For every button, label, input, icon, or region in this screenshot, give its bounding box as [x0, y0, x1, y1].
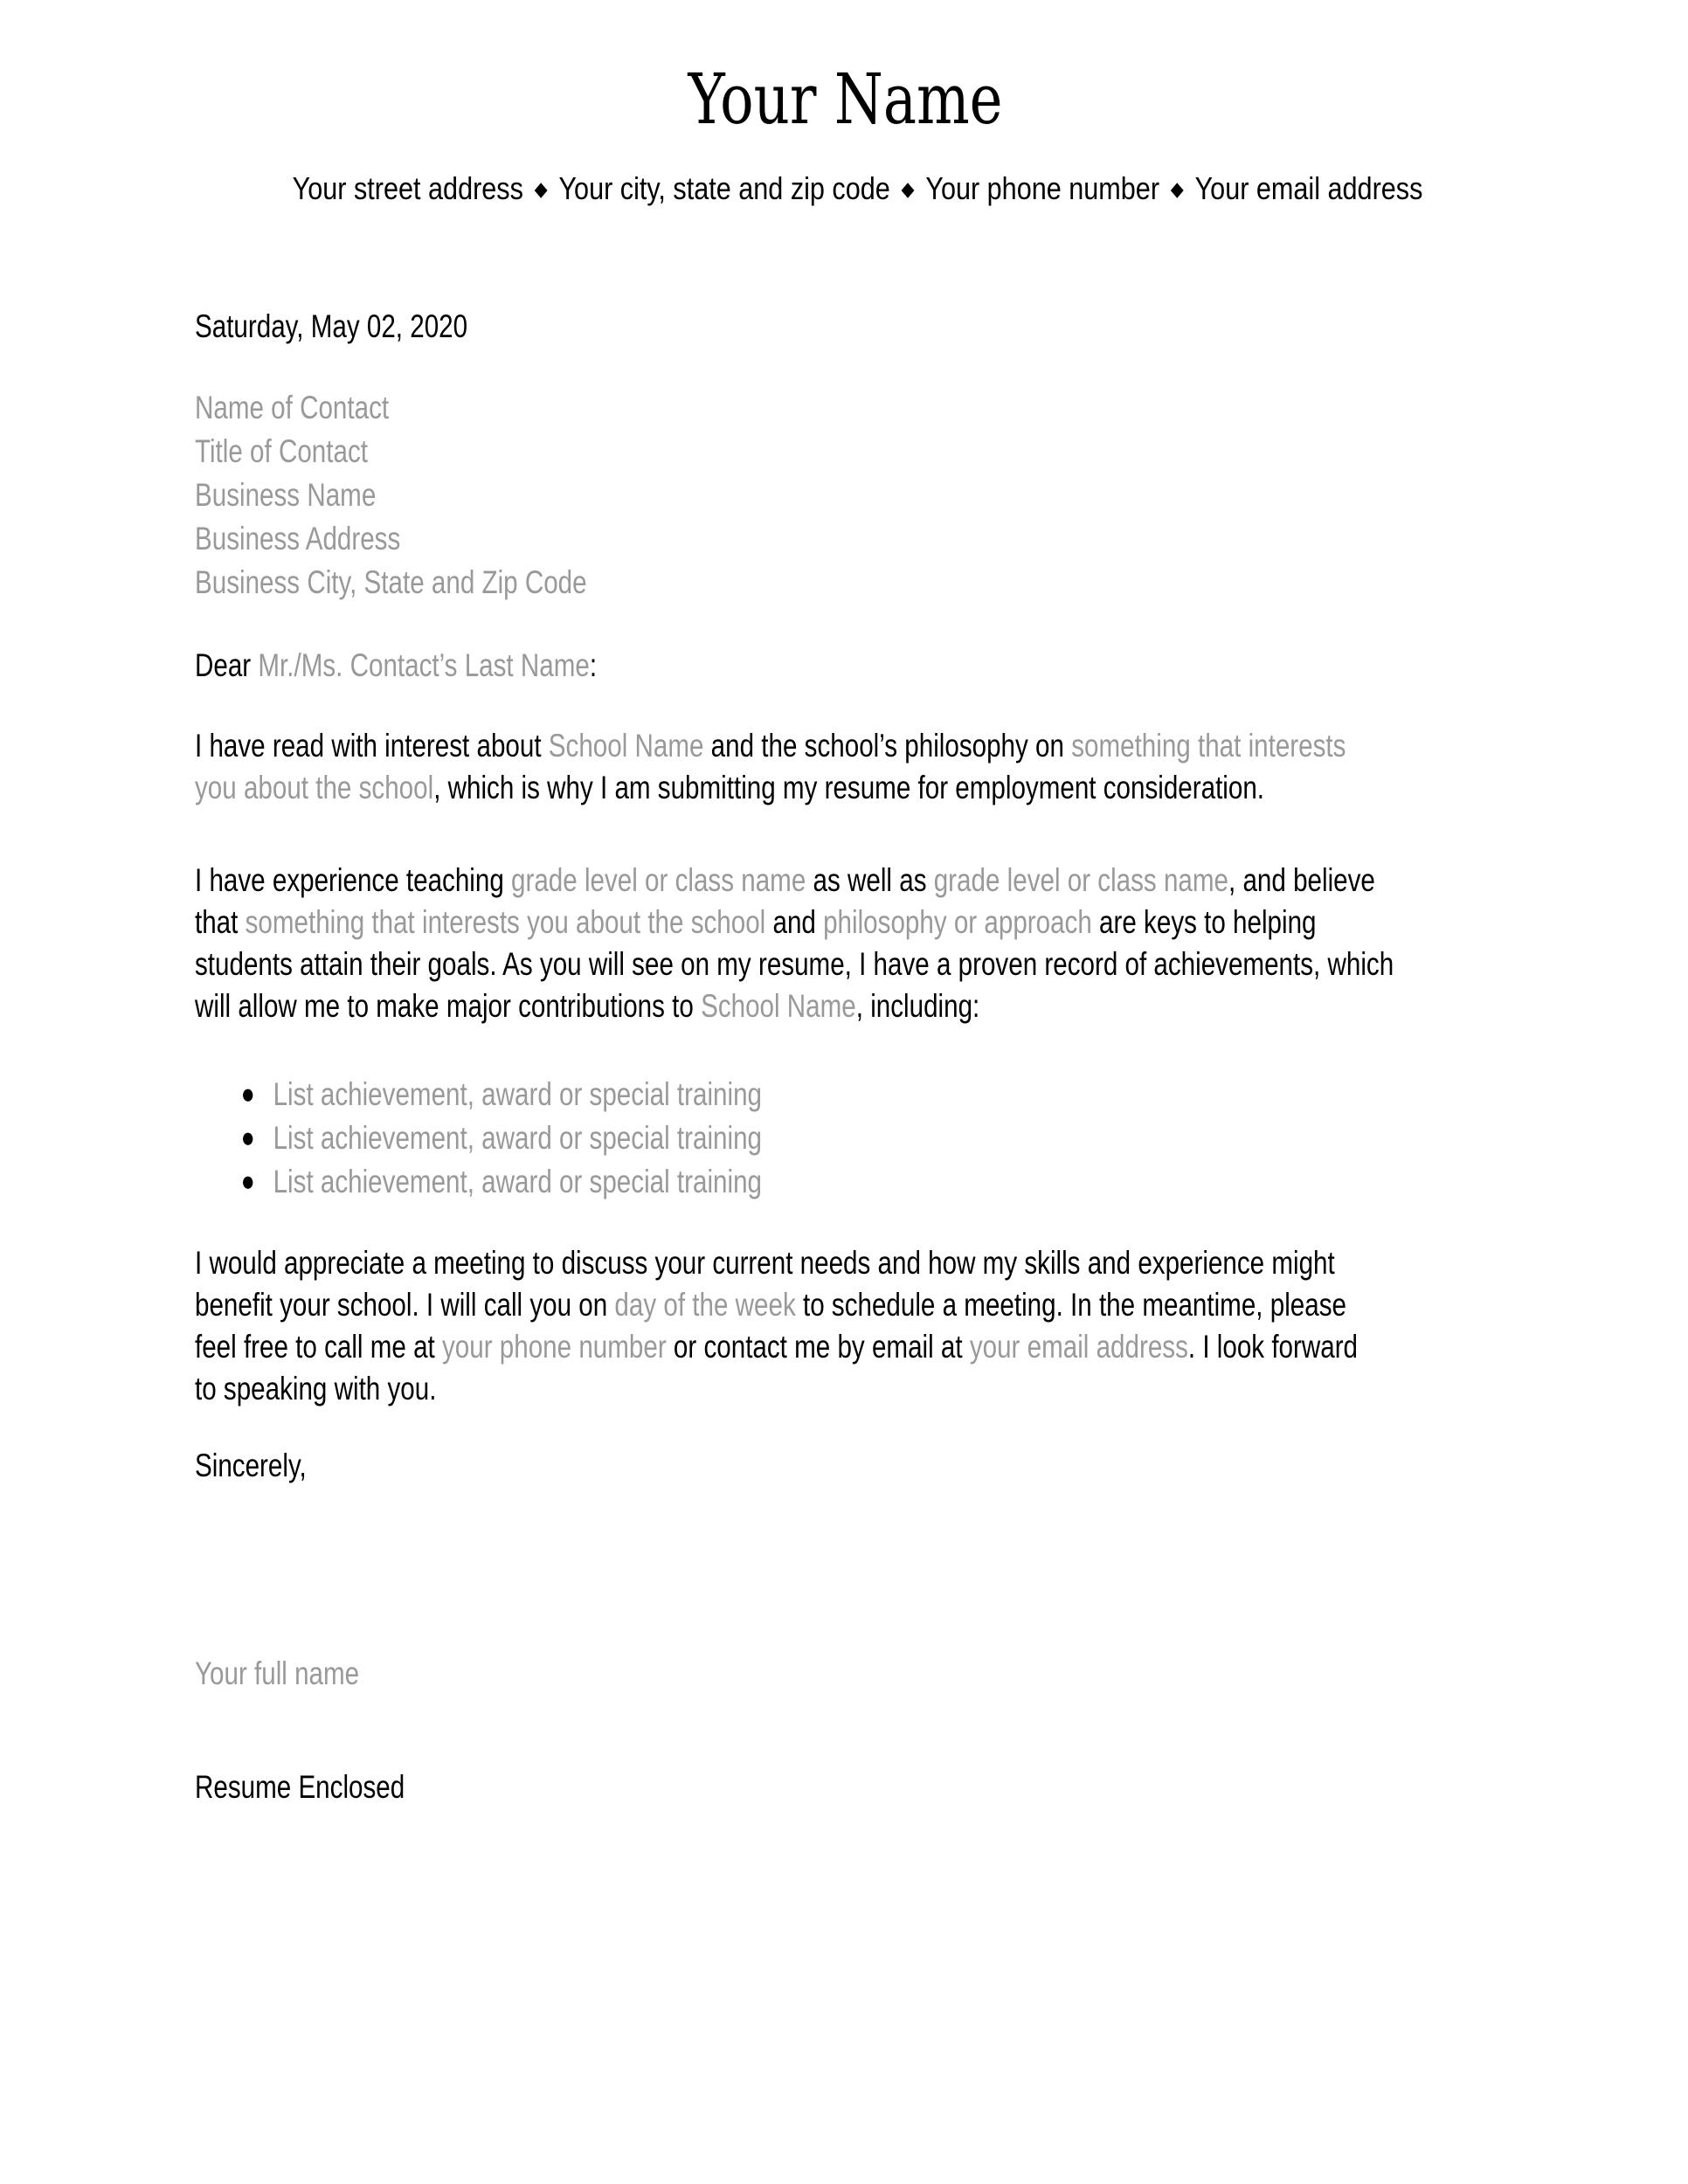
placeholder-business-address[interactable]: Business Address — [195, 521, 401, 556]
contact-phone: Your phone number — [925, 170, 1160, 206]
salutation-suffix: : — [589, 647, 598, 683]
text-run: . I look forward — [1187, 1329, 1359, 1365]
bullet-icon: ● — [240, 1165, 255, 1197]
list-item — [195, 1073, 1235, 1116]
text-run: or contact me by email at — [666, 1329, 970, 1365]
diamond-icon: ◆ — [1170, 177, 1184, 200]
diamond-icon: ◆ — [901, 177, 915, 200]
placeholder-achievement[interactable]: List achievement, award or special training — [273, 1164, 763, 1199]
placeholder-contact-title[interactable]: Title of Contact — [195, 433, 368, 469]
placeholder-grade-level[interactable]: grade level or class name — [933, 862, 1229, 898]
placeholder-philosophy[interactable]: philosophy or approach — [823, 904, 1092, 940]
text-run: as well as — [806, 862, 934, 898]
placeholder-business-city-state-zip[interactable]: Business City, State and Zip Code — [195, 564, 587, 600]
salutation-line — [195, 645, 1235, 687]
contact-street-address: Your street address — [292, 170, 523, 206]
placeholder-school-interest[interactable]: you about the school — [195, 770, 434, 805]
diamond-icon: ◆ — [534, 177, 548, 200]
closing-line: Sincerely, — [195, 1448, 307, 1483]
recipient-block — [195, 386, 1235, 605]
text-run: feel free to call me at — [195, 1329, 442, 1365]
placeholder-school-name[interactable]: School Name — [701, 988, 856, 1024]
letter-body — [195, 306, 1496, 1808]
text-run: I would appreciate a meeting to discuss your current needs and how my skills and experience might — [195, 1245, 1335, 1281]
page-title: Your Name — [688, 59, 1003, 140]
placeholder-phone-number[interactable]: your phone number — [441, 1329, 667, 1365]
text-run: I have experience teaching — [195, 862, 512, 898]
paragraph-meeting — [195, 1242, 1359, 1410]
text-run: , and believe — [1228, 862, 1375, 898]
text-run: to speaking with you. — [195, 1371, 437, 1406]
paragraph-experience — [195, 860, 1394, 1027]
text-run: and the school’s philosophy on — [703, 728, 1072, 764]
placeholder-achievement[interactable]: List achievement, award or special training — [273, 1076, 763, 1112]
list-item — [195, 1116, 1235, 1160]
date-line: Saturday, May 02, 2020 — [195, 308, 468, 344]
placeholder-school-interest[interactable]: something that interests you about the school — [245, 904, 766, 940]
text-run: to schedule a meeting. In the meantime, please — [795, 1287, 1346, 1323]
text-run: and — [765, 904, 824, 940]
placeholder-day-of-week[interactable]: day of the week — [614, 1287, 796, 1323]
placeholder-achievement[interactable]: List achievement, award or special training — [273, 1120, 763, 1156]
placeholder-school-interest[interactable]: something that interests — [1071, 728, 1346, 764]
placeholder-signature-name[interactable]: Your full name — [195, 1655, 360, 1691]
bullet-icon: ● — [240, 1121, 255, 1153]
achievements-list — [195, 1073, 1235, 1204]
text-run: are keys to helping — [1091, 904, 1317, 940]
placeholder-contact-name[interactable]: Name of Contact — [195, 390, 390, 425]
list-item — [195, 1160, 1235, 1204]
placeholder-school-name[interactable]: School Name — [548, 728, 704, 764]
placeholder-grade-level[interactable]: grade level or class name — [511, 862, 806, 898]
bullet-icon: ● — [240, 1077, 255, 1109]
text-run: , which is why I am submitting my resume for employment consideration. — [433, 770, 1265, 805]
placeholder-email-address[interactable]: your email address — [969, 1329, 1188, 1365]
salutation-prefix: Dear — [195, 647, 259, 683]
letterhead — [195, 56, 1496, 208]
placeholder-business-name[interactable]: Business Name — [195, 477, 377, 513]
contact-city-state-zip: Your city, state and zip code — [558, 170, 890, 206]
text-run: , including: — [855, 988, 980, 1024]
contact-line — [292, 169, 1423, 208]
placeholder-contact-last-name[interactable]: Mr./Ms. Contact’s Last Name — [258, 647, 590, 683]
enclosure-note: Resume Enclosed — [195, 1769, 405, 1805]
text-run: that — [195, 904, 246, 940]
text-run: students attain their goals. As you will see on my resume, I have a proven record of achievements, which — [195, 946, 1394, 982]
paragraph-intro — [195, 725, 1346, 809]
text-run: will allow me to make major contributions to — [195, 988, 702, 1024]
text-run: I have read with interest about — [195, 728, 549, 764]
text-run: benefit your school. I will call you on — [195, 1287, 615, 1323]
contact-email: Your email address — [1194, 170, 1423, 206]
